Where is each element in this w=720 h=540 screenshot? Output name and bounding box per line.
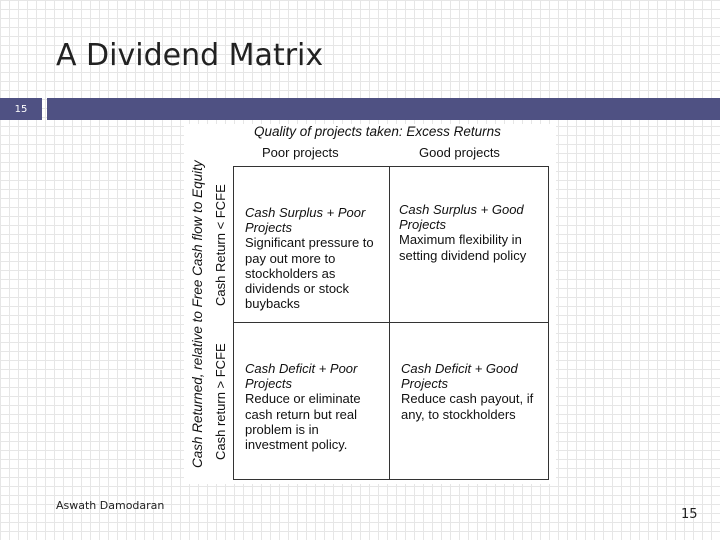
title-rule-bar: [47, 98, 720, 120]
cell-body-line: stockholders as: [245, 265, 336, 281]
cell-cash-surplus-poor-projects: [245, 205, 387, 311]
slide-number-label: 15: [14, 103, 28, 115]
column-label-poor-projects: Poor projects: [262, 145, 339, 160]
cell-body-line: Significant pressure to: [245, 235, 374, 251]
cell-heading-line: Cash Deficit + Good: [401, 361, 518, 376]
cell-body-line: problem is in: [245, 421, 319, 437]
cell-heading-line: Cash Surplus + Good: [399, 202, 524, 217]
page-number: 15: [681, 507, 698, 522]
grid-vertical-divider: [389, 167, 390, 479]
cell-heading-line: Projects: [401, 376, 448, 392]
cell-cash-surplus-good-projects: [399, 202, 541, 263]
column-label-good-projects: Good projects: [419, 145, 500, 160]
dividend-matrix-figure: [184, 124, 556, 484]
slide-number-box: [0, 98, 42, 120]
cell-heading-line: Cash Deficit + Poor: [245, 361, 358, 376]
cell-body-line: setting dividend policy: [399, 247, 527, 263]
x-axis-title: Quality of projects taken: Excess Returns: [254, 124, 501, 139]
cell-heading-line: Projects: [245, 376, 292, 392]
cell-body-line: any, to stockholders: [401, 406, 516, 422]
y-axis-title: Cash Returned, relative to Free Cash flow to Equity: [190, 160, 205, 468]
cell-body-line: buybacks: [245, 296, 300, 312]
cell-body-line: Reduce or eliminate: [245, 391, 361, 407]
cell-body-line: Reduce cash payout, if: [401, 391, 534, 407]
cell-heading-line: Projects: [245, 220, 292, 236]
row-label-cash-return-greater: Cash return > FCFE: [213, 343, 228, 460]
cell-cash-deficit-poor-projects: [245, 361, 387, 452]
cell-body-line: investment policy.: [245, 437, 348, 453]
cell-body-line: cash return but real: [245, 406, 358, 422]
cell-body-line: pay out more to: [245, 250, 336, 266]
cell-body-line: Maximum flexibility in: [399, 232, 522, 248]
matrix-grid: [233, 166, 549, 480]
grid-horizontal-divider: [234, 322, 548, 323]
cell-body-line: dividends or stock: [245, 281, 350, 297]
cell-heading-line: Cash Surplus + Poor: [245, 205, 366, 220]
author-footer: Aswath Damodaran: [56, 499, 165, 512]
cell-heading-line: Projects: [399, 217, 446, 233]
row-label-cash-return-less: Cash Return < FCFE: [213, 184, 228, 306]
slide-title: A Dividend Matrix: [56, 38, 324, 73]
cell-cash-deficit-good-projects: [401, 361, 543, 422]
